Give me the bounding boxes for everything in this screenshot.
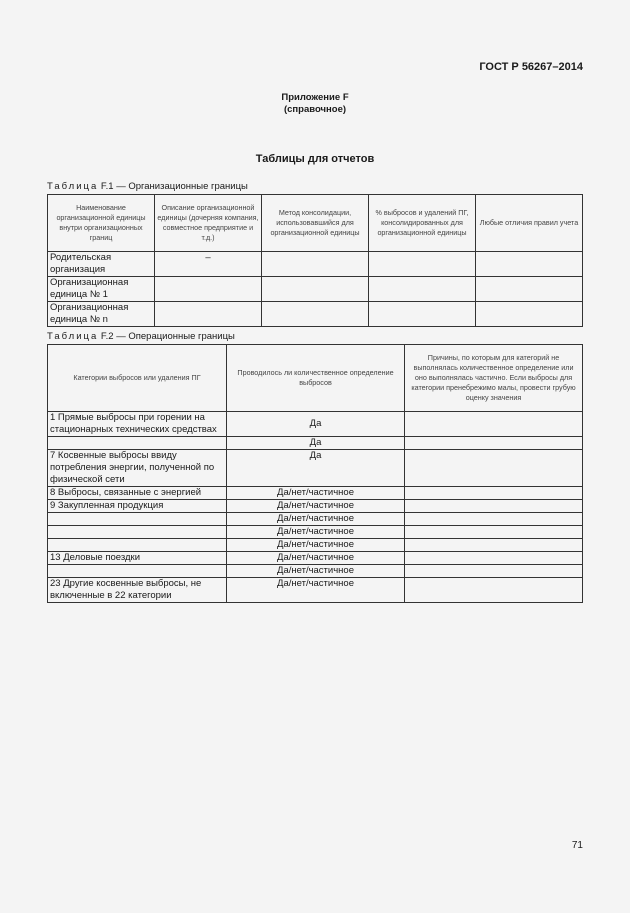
table-header-cell: Категории выбросов или удаления ПГ <box>48 345 227 412</box>
table-cell <box>48 513 227 526</box>
table-cell: – <box>155 252 262 277</box>
appendix-heading <box>0 92 630 116</box>
table2-caption-text: F.2 — Операционные границы <box>100 331 235 342</box>
table-cell <box>369 302 476 327</box>
table-cell: 8 Выбросы, связанные с энергией <box>48 487 227 500</box>
table-cell: Да/нет/частичное <box>227 500 405 513</box>
table-cell <box>405 513 583 526</box>
table-cell <box>405 526 583 539</box>
table-cell <box>48 539 227 552</box>
operational-boundaries-table <box>47 344 583 603</box>
table-cell <box>262 277 369 302</box>
table-cell: 7 Косвенные выбросы ввиду потребления энергии, полученной по физической сети <box>48 450 227 487</box>
table-cell <box>155 302 262 327</box>
table-cell: Да/нет/частичное <box>227 513 405 526</box>
table-cell: Родительская организация <box>48 252 155 277</box>
table-cell <box>476 302 583 327</box>
table-header-row <box>48 195 583 252</box>
table-cell <box>48 526 227 539</box>
table-row <box>48 450 583 487</box>
table-cell <box>155 277 262 302</box>
table-cell <box>262 252 369 277</box>
table-header-cell: Метод консолидации, использовавшийся для организационной единицы <box>262 195 369 252</box>
table-row <box>48 539 583 552</box>
table-row <box>48 252 583 277</box>
table-cell <box>369 277 476 302</box>
table-cell <box>405 487 583 500</box>
table-header-cell: % выбросов и удалений ПГ, консолидированных для организационной единицы <box>369 195 476 252</box>
table-row <box>48 526 583 539</box>
table-cell <box>405 412 583 437</box>
table-cell <box>48 437 227 450</box>
table-cell <box>405 578 583 603</box>
table-cell: Да <box>227 450 405 487</box>
table-row <box>48 302 583 327</box>
standard-code: ГОСТ Р 56267–2014 <box>479 61 583 73</box>
table1-caption-label: Таблица <box>47 181 99 192</box>
table-cell: 23 Другие косвенные выбросы, не включенные в 22 категории <box>48 578 227 603</box>
table-cell <box>405 565 583 578</box>
table-cell: Да/нет/частичное <box>227 552 405 565</box>
organizational-boundaries-table <box>47 194 583 327</box>
table2-caption <box>47 331 235 342</box>
table-row <box>48 412 583 437</box>
table-row <box>48 500 583 513</box>
table-cell: 9 Закупленная продукция <box>48 500 227 513</box>
table-cell: Да/нет/частичное <box>227 539 405 552</box>
table-cell <box>405 552 583 565</box>
table-row <box>48 552 583 565</box>
table-row <box>48 277 583 302</box>
table-cell <box>369 252 476 277</box>
table-cell: Да <box>227 412 405 437</box>
table-header-row <box>48 345 583 412</box>
appendix-subtitle: (справочное) <box>283 104 347 115</box>
table1-caption <box>47 181 248 192</box>
table-header-cell: Наименование организационной единицы внутри организационных границ <box>48 195 155 252</box>
table-cell <box>405 500 583 513</box>
table-cell: Да/нет/частичное <box>227 526 405 539</box>
table2-caption-label: Таблица <box>47 331 99 342</box>
appendix-title: Приложение F <box>281 92 349 103</box>
table-cell: Да/нет/частичное <box>227 565 405 578</box>
section-title: Таблицы для отчетов <box>255 153 375 165</box>
table-cell: 1 Прямые выбросы при горении на стационарных технических средствах <box>48 412 227 437</box>
table-cell <box>405 437 583 450</box>
table-cell: Да/нет/частичное <box>227 578 405 603</box>
table-cell <box>405 539 583 552</box>
table-row <box>48 565 583 578</box>
table1-caption-text: F.1 — Организационные границы <box>100 181 248 192</box>
table-row <box>48 437 583 450</box>
table-cell: Организационная единица № n <box>48 302 155 327</box>
table-row <box>48 513 583 526</box>
table-cell <box>262 302 369 327</box>
table-cell <box>476 252 583 277</box>
table-row <box>48 487 583 500</box>
page-number: 71 <box>571 840 583 851</box>
table-header-cell: Проводилось ли количественное определение выбросов <box>227 345 405 412</box>
table-cell: 13 Деловые поездки <box>48 552 227 565</box>
table-header-cell: Причины, по которым для категорий не выполнялась количественное определение или оно выполнялась частично. Если выбросы для категории пренебрежимо малы, провести грубую оценку значения <box>405 345 583 412</box>
table-cell <box>48 565 227 578</box>
table-cell <box>476 277 583 302</box>
table-header-cell: Любые отличия правил учета <box>476 195 583 252</box>
table-header-cell: Описание организационной единицы (дочерняя компания, совместное предприятие и т.д.) <box>155 195 262 252</box>
table-cell <box>405 450 583 487</box>
table-cell: Да/нет/частичное <box>227 487 405 500</box>
table-cell: Организационная единица № 1 <box>48 277 155 302</box>
table-cell: Да <box>227 437 405 450</box>
table-row <box>48 578 583 603</box>
